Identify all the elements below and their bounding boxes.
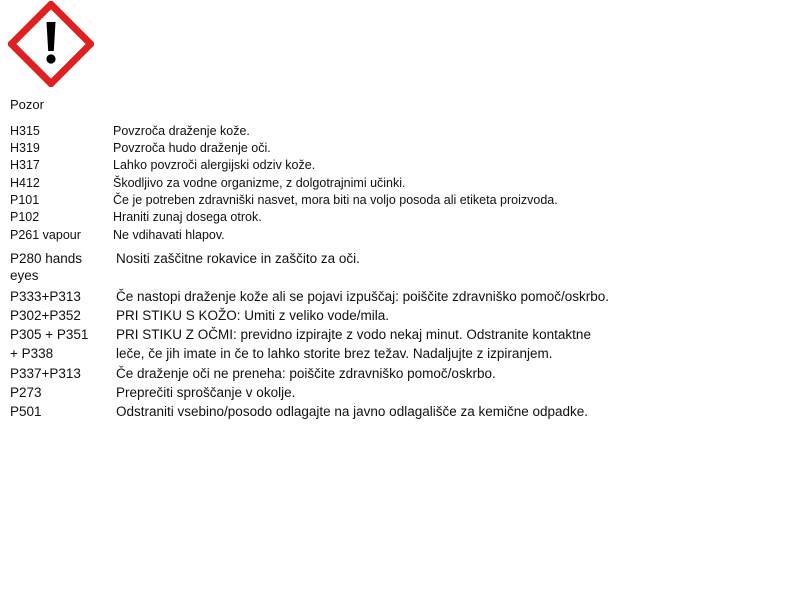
statement-text: Hraniti zunaj dosega otrok. [113,210,262,224]
statement-text: Odstraniti vsebino/posodo odlagajte na javno odlagališče za kemične odpadke. [116,404,589,419]
statement-code: P273 [10,385,42,400]
statement-code: H317 [10,158,40,172]
statement-text: Če nastopi draženje kože ali se pojavi izpuščaj: poiščite zdravniško pomoč/oskrbo. [116,289,610,304]
statement-code: + P338 [10,346,54,361]
statement-code: P261 vapour [10,228,81,242]
statement-code-continuation: eyes [10,268,39,283]
statement-code: P501 [10,404,42,419]
statement-text: Če draženje oči ne preneha: poiščite zdravniško pomoč/oskrbo. [116,366,496,381]
statement-code: P280 hands [10,251,83,266]
statement-text: Nositi zaščitne rokavice in zaščito za oči. [116,251,360,266]
statement-code: P305 + P351 [10,327,89,342]
statement-text: Ne vdihavati hlapov. [113,228,225,242]
statement-code: P101 [10,193,40,207]
statement-code: P102 [10,210,40,224]
statement-code: H315 [10,124,40,138]
statement-code: P337+P313 [10,366,81,381]
statement-text: Povzroča draženje kože. [113,124,250,138]
statement-text: PRI STIKU Z OČMI: previdno izpirajte z vodo nekaj minut. Odstranite kontaktne [116,327,591,342]
statement-text: PRI STIKU S KOŽO: Umiti z veliko vode/mila. [116,308,390,323]
statement-text: Preprečiti sproščanje v okolje. [116,385,296,400]
statement-text: leče, če jih imate in če to lahko storite brez težav. Nadaljujte z izpiranjem. [116,346,553,361]
statement-text: Povzroča hudo draženje oči. [113,141,271,155]
ghs-exclamation-pictogram [8,1,94,87]
statement-code: P302+P352 [10,308,81,323]
signal-word: Pozor [10,97,44,112]
statement-text: Lahko povzroči alergijski odziv kože. [113,158,316,172]
statement-text: Škodljivo za vodne organizme, z dolgotrajnimi učinki. [113,176,406,190]
statement-code: H412 [10,176,40,190]
statement-code: H319 [10,141,40,155]
statement-code: P333+P313 [10,289,81,304]
exclamation-mark-icon [46,22,55,64]
statement-text: Če je potreben zdravniški nasvet, mora biti na voljo posoda ali etiketa proizvoda. [113,193,558,207]
